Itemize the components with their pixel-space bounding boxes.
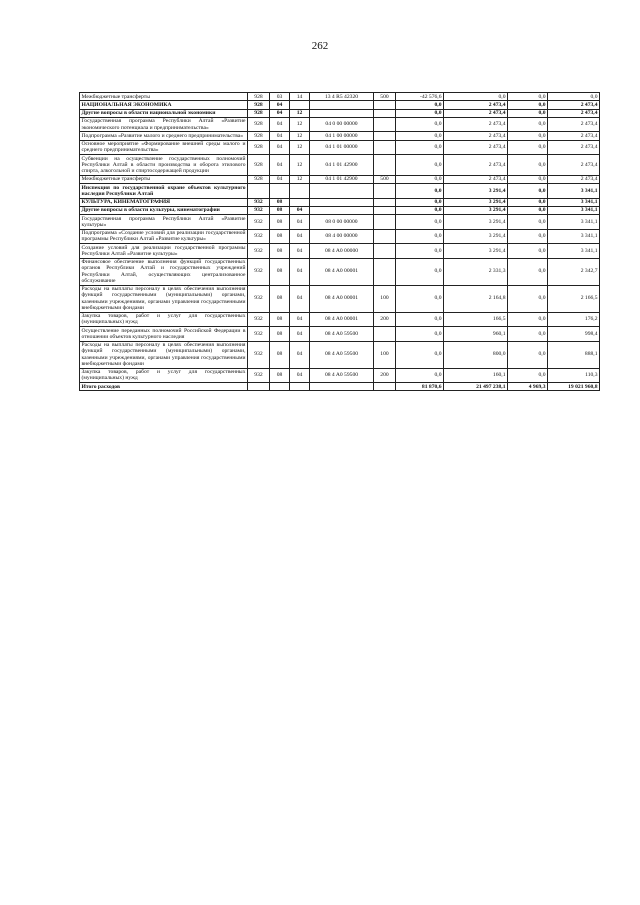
row-value-4-cell: 3 341,1	[548, 198, 600, 206]
row-expense-type-cell: 100	[374, 341, 396, 368]
row-value-4-cell: 2 473,4	[548, 140, 600, 155]
row-target-article-cell: 08 4 A0 59500	[310, 327, 374, 342]
row-section-cell: 08	[270, 341, 290, 368]
row-expense-type-cell	[374, 206, 396, 214]
row-name-cell: Субвенции на осуществление государственных полномочий Республики Алтай в области производства и оборота этилового спирта, алкогольной и спиртосодержащей продукции	[81, 155, 246, 174]
row-section-cell: 04	[270, 109, 290, 117]
row-expense-type-cell	[374, 198, 396, 206]
row-value-4-cell: 2 342,7	[548, 258, 600, 285]
row-section-cell: 08	[270, 285, 290, 312]
row-grbs-cell: 928	[248, 93, 270, 101]
row-value-4-cell: 19 021 960,8	[548, 383, 600, 391]
row-expense-type-cell	[374, 184, 396, 199]
row-grbs-cell: 932	[248, 258, 270, 285]
row-expense-type-cell: 200	[374, 368, 396, 383]
row-section-cell: 04	[270, 140, 290, 155]
row-name-cell: Государственная программа Республики Алтай «Развитие экономического потенциала и предпринимательства»	[81, 118, 246, 131]
row-section-cell: 04	[270, 175, 290, 183]
table-row	[80, 341, 600, 368]
row-subsection-cell: 04	[290, 341, 310, 368]
row-value-1-cell: 0,0	[396, 285, 444, 312]
row-value-4-cell: 2 473,4	[548, 117, 600, 132]
row-value-1-cell: 0,0	[396, 229, 444, 244]
row-section-cell: 04	[270, 101, 290, 109]
row-value-1-cell: 0,0	[396, 244, 444, 259]
row-value-3-cell: 0,0	[508, 175, 548, 183]
row-target-article-cell	[310, 198, 374, 206]
row-expense-type-cell	[374, 215, 396, 230]
row-value-2-cell: 160,1	[444, 368, 508, 383]
row-expense-type-cell	[374, 229, 396, 244]
table-row	[80, 312, 600, 327]
row-expense-type-cell: 200	[374, 312, 396, 327]
row-subsection-cell: 04	[290, 327, 310, 342]
row-target-article-cell	[310, 109, 374, 117]
row-value-2-cell: 2 331,3	[444, 258, 508, 285]
row-name-cell: Расходы на выплаты персоналу в целях обеспечения выполнения функций государственными (муниципальными) органами, казенными учреждениями, органами управления государственными внебюджетными фондами	[81, 342, 246, 367]
row-name-cell: Инспекция по государственной охране объектов культурного наследия Республики Алтай	[81, 184, 246, 197]
row-value-3-cell: 0,0	[508, 198, 548, 206]
row-value-2-cell: 3 291,4	[444, 198, 508, 206]
row-value-2-cell: 2 473,4	[444, 175, 508, 183]
row-name-cell: Осуществление переданных полномочий Российской Федерации в отношении объектов культурного наследия	[81, 327, 246, 340]
row-name-cell: Подпрограмма «Создание условий для реализации государственной программы Республики Алтай «Развитие культуры»	[81, 230, 246, 243]
budget-table	[79, 92, 600, 391]
row-grbs-cell: 932	[248, 198, 270, 206]
table-row	[80, 109, 600, 117]
row-value-1-cell: 0,0	[396, 155, 444, 176]
row-grbs-cell: 932	[248, 327, 270, 342]
row-subsection-cell: 04	[290, 285, 310, 312]
row-target-article-cell	[310, 101, 374, 109]
row-name-cell: Основное мероприятие «Формирование внешней среды малого и среднего предпринимательства»	[81, 141, 246, 154]
row-value-1-cell: 0,0	[396, 140, 444, 155]
row-expense-type-cell	[374, 101, 396, 109]
row-section-cell: 08	[270, 244, 290, 259]
row-value-1-cell: 0,0	[396, 132, 444, 140]
table-row	[80, 229, 600, 244]
row-value-2-cell: 2 164,8	[444, 285, 508, 312]
row-section-cell: 03	[270, 93, 290, 101]
row-value-4-cell: 3 341,1	[548, 215, 600, 230]
table-row	[80, 155, 600, 176]
row-value-3-cell: 0,0	[508, 93, 548, 101]
row-value-1-cell: 0,0	[396, 109, 444, 117]
row-name-cell: Закупка товаров, работ и услуг для государственных (муниципальных) нужд	[81, 369, 246, 382]
row-target-article-cell	[310, 184, 374, 199]
table-row	[80, 215, 600, 230]
row-value-4-cell: 110,3	[548, 368, 600, 383]
row-value-2-cell: 3 291,4	[444, 244, 508, 259]
row-section-cell: 04	[270, 117, 290, 132]
row-subsection-cell	[290, 383, 310, 391]
row-value-2-cell: 2 473,4	[444, 101, 508, 109]
row-value-3-cell: 0,0	[508, 140, 548, 155]
row-value-4-cell: 0,0	[548, 93, 600, 101]
row-value-4-cell: 888,1	[548, 341, 600, 368]
row-name-cell: Другие вопросы в области национальной экономики	[80, 109, 248, 117]
table-row	[80, 93, 600, 101]
row-value-4-cell: 2 473,4	[548, 175, 600, 183]
table-row	[80, 175, 600, 183]
row-value-3-cell: 0,0	[508, 132, 548, 140]
row-value-2-cell: 2 473,4	[444, 132, 508, 140]
row-grbs-cell: 932	[248, 368, 270, 383]
row-section-cell	[270, 383, 290, 391]
row-expense-type-cell	[374, 132, 396, 140]
row-target-article-cell: 13 4 R5 42320	[310, 93, 374, 101]
row-value-3-cell: 0,0	[508, 184, 548, 199]
row-value-3-cell: 0,0	[508, 244, 548, 259]
row-value-4-cell: 2 473,4	[548, 155, 600, 176]
row-value-3-cell: 0,0	[508, 258, 548, 285]
row-grbs-cell	[248, 184, 270, 199]
row-subsection-cell	[290, 101, 310, 109]
row-value-2-cell: 21 497 238,1	[444, 383, 508, 391]
table-row	[80, 244, 600, 259]
row-expense-type-cell	[374, 327, 396, 342]
row-subsection-cell: 12	[290, 109, 310, 117]
row-value-1-cell: 0,0	[396, 117, 444, 132]
row-value-1-cell: 0,0	[396, 101, 444, 109]
row-grbs-cell: 928	[248, 109, 270, 117]
row-target-article-cell: 04 1 01 42900	[310, 175, 374, 183]
row-expense-type-cell	[374, 140, 396, 155]
row-value-2-cell: 3 291,4	[444, 184, 508, 199]
row-target-article-cell: 08 4 00 00000	[310, 229, 374, 244]
row-name-cell: Закупка товаров, работ и услуг для государственных (муниципальных) нужд	[81, 313, 246, 326]
table-row	[80, 206, 600, 214]
row-value-2-cell: 2 473,4	[444, 155, 508, 176]
row-grbs-cell: 932	[248, 206, 270, 214]
row-section-cell: 04	[270, 132, 290, 140]
row-name-cell: Подпрограмма «Развитие малого и среднего предпринимательства»	[80, 132, 248, 140]
row-grbs-cell: 928	[248, 132, 270, 140]
row-grbs-cell: 932	[248, 229, 270, 244]
row-value-2-cell: 0,0	[444, 93, 508, 101]
row-value-3-cell: 0,0	[508, 341, 548, 368]
row-expense-type-cell: 500	[374, 93, 396, 101]
row-grbs-cell: 932	[248, 341, 270, 368]
row-value-4-cell: 3 341,1	[548, 206, 600, 214]
row-grbs-cell: 932	[248, 215, 270, 230]
row-grbs-cell: 928	[248, 140, 270, 155]
row-value-1-cell: 81 870,6	[396, 383, 444, 391]
row-value-1-cell: 0,0	[396, 341, 444, 368]
row-name-cell: НАЦИОНАЛЬНАЯ ЭКОНОМИКА	[80, 101, 248, 109]
row-target-article-cell: 08 4 A0 00001	[310, 312, 374, 327]
page-number: 262	[311, 40, 329, 52]
row-section-cell: 04	[270, 155, 290, 176]
row-target-article-cell: 08 4 A0 00001	[310, 258, 374, 285]
row-value-1-cell: 0,0	[396, 198, 444, 206]
row-value-2-cell: 166,5	[444, 312, 508, 327]
row-subsection-cell: 04	[290, 368, 310, 383]
row-value-2-cell: 3 291,4	[444, 206, 508, 214]
table-row	[80, 285, 600, 312]
table-row	[80, 368, 600, 383]
row-value-3-cell: 0,0	[508, 327, 548, 342]
row-value-2-cell: 2 473,4	[444, 109, 508, 117]
row-name-cell: Создание условий для реализации государственной программы Республики Алтай «Развитие культуры»	[81, 244, 246, 257]
row-section-cell: 08	[270, 312, 290, 327]
row-value-4-cell: 2 166,5	[548, 285, 600, 312]
row-section-cell	[270, 184, 290, 199]
row-grbs-cell: 928	[248, 175, 270, 183]
row-target-article-cell: 08 4 A0 00000	[310, 244, 374, 259]
row-value-3-cell: 0,0	[508, 155, 548, 176]
row-subsection-cell: 04	[290, 215, 310, 230]
table-row	[80, 198, 600, 206]
row-value-2-cell: 3 291,4	[444, 229, 508, 244]
row-value-4-cell: 176,2	[548, 312, 600, 327]
row-value-4-cell: 3 341,1	[548, 244, 600, 259]
row-value-3-cell: 4 969,3	[508, 383, 548, 391]
row-target-article-cell: 04 1 01 42900	[310, 155, 374, 176]
row-name-cell: Расходы на выплаты персоналу в целях обеспечения выполнения функций государственными (муниципальными) органами, казенными учреждениями, органами управления государственными внебюджетными фондами	[81, 286, 246, 311]
row-subsection-cell	[290, 184, 310, 199]
table-row	[80, 117, 600, 132]
row-expense-type-cell	[374, 258, 396, 285]
row-value-2-cell: 800,0	[444, 341, 508, 368]
row-value-3-cell: 0,0	[508, 368, 548, 383]
table-row	[80, 327, 600, 342]
row-value-3-cell: 0,0	[508, 117, 548, 132]
row-value-2-cell: 3 291,4	[444, 215, 508, 230]
row-value-1-cell: 0,0	[396, 215, 444, 230]
row-value-3-cell: 0,0	[508, 229, 548, 244]
row-value-2-cell: 2 473,4	[444, 117, 508, 132]
row-expense-type-cell	[374, 117, 396, 132]
row-section-cell: 08	[270, 368, 290, 383]
row-value-1-cell: 0,0	[396, 175, 444, 183]
row-target-article-cell: 08 0 00 00000	[310, 215, 374, 230]
row-value-4-cell: 3 341,1	[548, 184, 600, 199]
row-expense-type-cell	[374, 383, 396, 391]
row-subsection-cell: 12	[290, 132, 310, 140]
row-value-3-cell: 0,0	[508, 312, 548, 327]
row-grbs-cell: 928	[248, 101, 270, 109]
row-value-3-cell: 0,0	[508, 206, 548, 214]
row-expense-type-cell	[374, 155, 396, 176]
row-section-cell: 08	[270, 198, 290, 206]
row-value-4-cell: 2 473,4	[548, 109, 600, 117]
row-grbs-cell: 928	[248, 117, 270, 132]
row-grbs-cell: 932	[248, 312, 270, 327]
row-name-cell: Итого расходов	[80, 383, 248, 391]
row-subsection-cell: 04	[290, 206, 310, 214]
row-value-3-cell: 0,0	[508, 215, 548, 230]
row-target-article-cell	[310, 206, 374, 214]
row-section-cell: 08	[270, 229, 290, 244]
table-row	[80, 140, 600, 155]
row-value-1-cell: 0,0	[396, 206, 444, 214]
row-grbs-cell	[248, 383, 270, 391]
row-expense-type-cell	[374, 109, 396, 117]
row-grbs-cell: 932	[248, 285, 270, 312]
table-row	[80, 184, 600, 199]
row-target-article-cell: 08 4 A0 00001	[310, 285, 374, 312]
row-target-article-cell	[310, 383, 374, 391]
row-value-3-cell: 0,0	[508, 101, 548, 109]
row-section-cell: 08	[270, 258, 290, 285]
row-subsection-cell: 12	[290, 155, 310, 176]
row-value-1-cell: 0,0	[396, 312, 444, 327]
row-value-2-cell: 960,1	[444, 327, 508, 342]
row-subsection-cell: 04	[290, 229, 310, 244]
row-value-4-cell: 2 473,4	[548, 101, 600, 109]
row-value-3-cell: 0,0	[508, 285, 548, 312]
row-grbs-cell: 928	[248, 155, 270, 176]
table-row	[80, 258, 600, 285]
row-subsection-cell: 04	[290, 312, 310, 327]
row-target-article-cell: 04 1 00 00000	[310, 132, 374, 140]
table-row	[80, 383, 600, 391]
row-target-article-cell: 08 4 A0 59500	[310, 368, 374, 383]
row-name-cell: Государственная программа Республики Алтай «Развитие культуры»	[81, 215, 246, 228]
row-name-cell: Межбюджетные трансферты	[80, 93, 248, 101]
row-name-cell: Межбюджетные трансферты	[80, 175, 248, 183]
row-subsection-cell: 12	[290, 140, 310, 155]
row-subsection-cell: 12	[290, 117, 310, 132]
row-section-cell: 08	[270, 327, 290, 342]
row-name-cell: Финансовое обеспечение выполнения функций государственных органов Республики Алтай и государственных учреждений Республики Алтай, осуществляющих централизованное обслуживание	[81, 259, 246, 284]
row-section-cell: 08	[270, 215, 290, 230]
row-value-4-cell: 998,4	[548, 327, 600, 342]
row-grbs-cell: 932	[248, 244, 270, 259]
row-target-article-cell: 04 0 00 00000	[310, 117, 374, 132]
row-subsection-cell	[290, 198, 310, 206]
row-expense-type-cell	[374, 244, 396, 259]
row-target-article-cell: 08 4 A0 59500	[310, 341, 374, 368]
row-value-1-cell: 0,0	[396, 258, 444, 285]
row-value-1-cell: 0,0	[396, 184, 444, 199]
row-expense-type-cell: 100	[374, 285, 396, 312]
row-name-cell: КУЛЬТУРА, КИНЕМАТОГРАФИЯ	[80, 198, 248, 206]
row-name-cell: Другие вопросы в области культуры, кинематографии	[80, 206, 248, 214]
row-subsection-cell: 04	[290, 258, 310, 285]
row-value-1-cell: -42 576,6	[396, 93, 444, 101]
row-subsection-cell: 04	[290, 244, 310, 259]
row-value-1-cell: 0,0	[396, 327, 444, 342]
row-expense-type-cell: 500	[374, 175, 396, 183]
row-value-4-cell: 3 341,1	[548, 229, 600, 244]
row-subsection-cell: 12	[290, 175, 310, 183]
row-value-2-cell: 2 473,4	[444, 140, 508, 155]
row-value-4-cell: 2 473,4	[548, 132, 600, 140]
row-subsection-cell: 14	[290, 93, 310, 101]
row-value-1-cell: 0,0	[396, 368, 444, 383]
row-section-cell: 08	[270, 206, 290, 214]
table-row	[80, 132, 600, 140]
row-value-3-cell: 0,0	[508, 109, 548, 117]
row-target-article-cell: 04 1 01 00000	[310, 140, 374, 155]
table-row	[80, 101, 600, 109]
